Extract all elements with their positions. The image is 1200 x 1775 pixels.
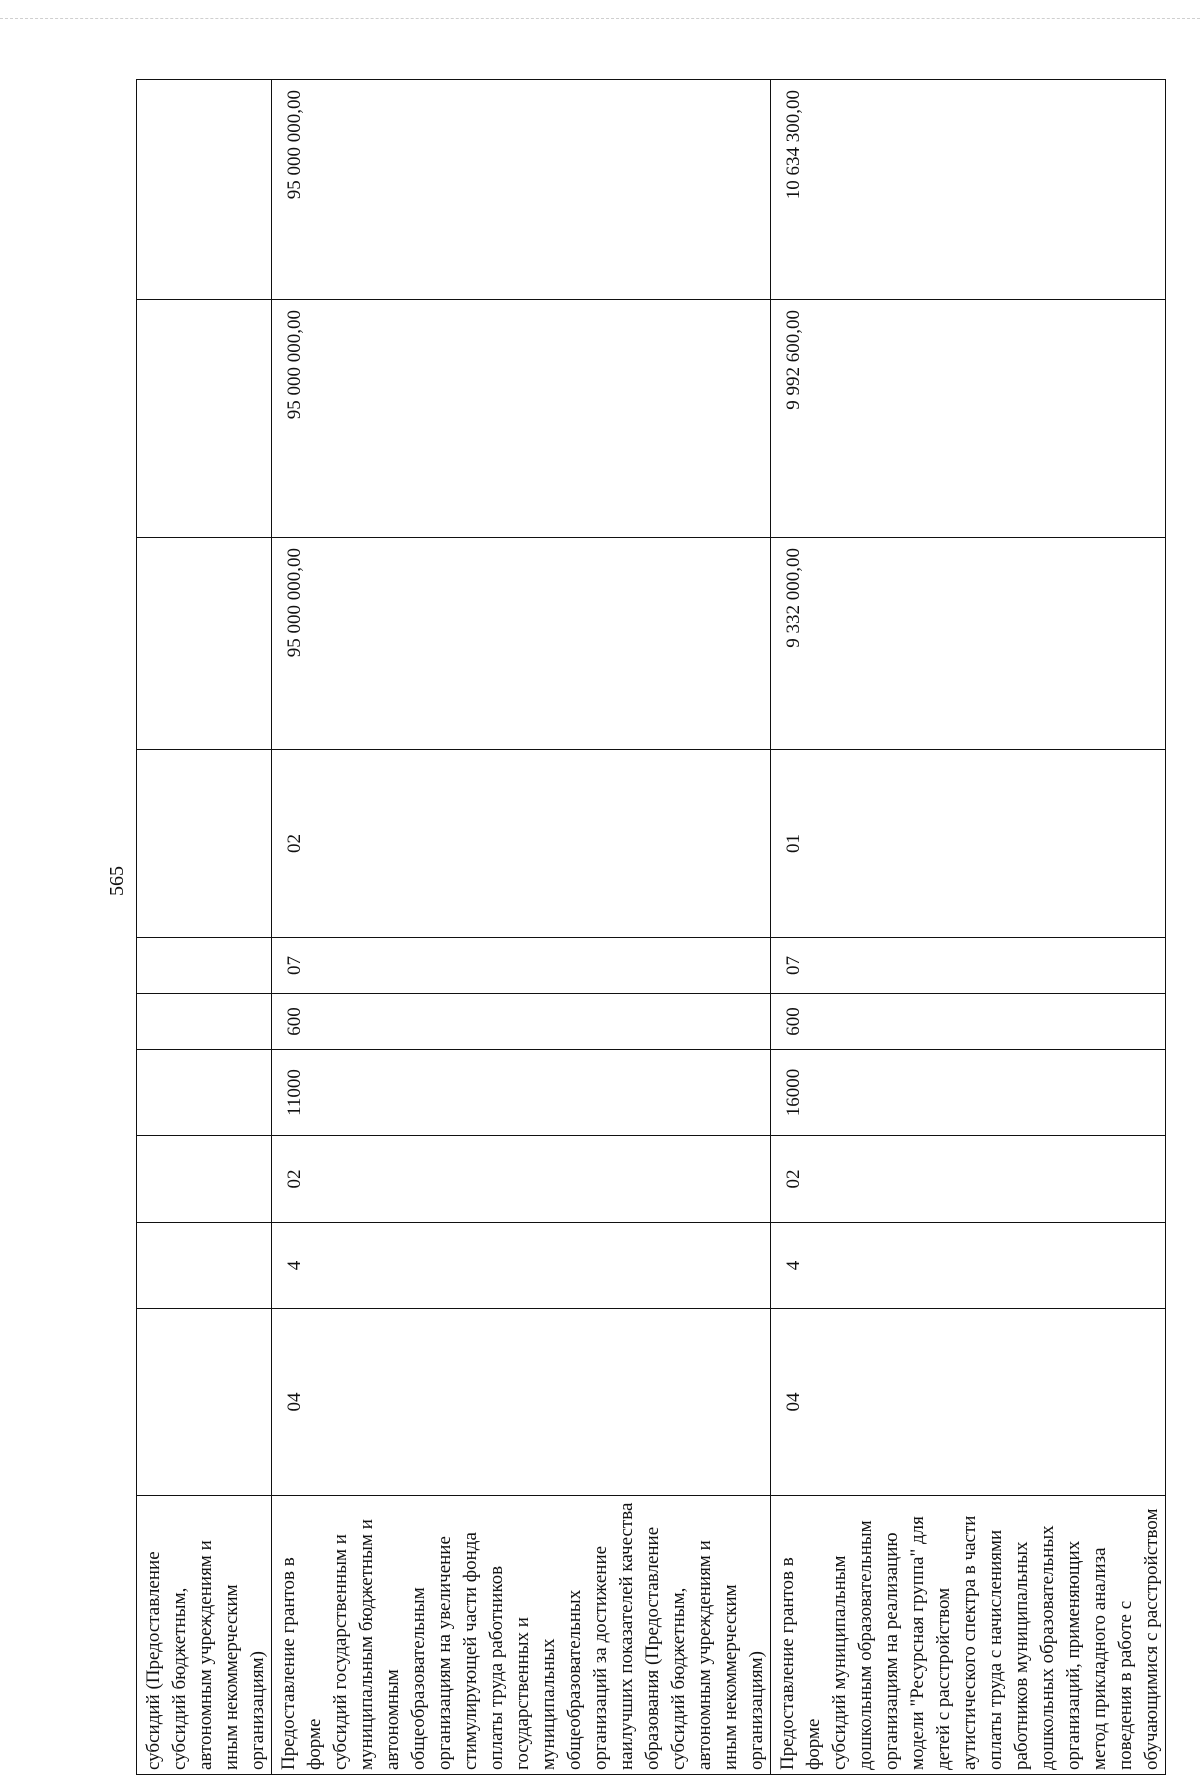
code-cell — [137, 1223, 272, 1309]
budget-table-rotated — [136, 80, 1162, 1775]
amount-cell: 95 000 000,00 — [272, 80, 771, 300]
budget-table — [136, 79, 1166, 1775]
code-cell: 11000 — [272, 1050, 771, 1136]
amount-cell — [137, 300, 272, 538]
amount-cell: 9 332 000,00 — [771, 538, 1166, 750]
row-description: субсидий (Предоставление субсидий бюджетным, автономным учреждениям и иным некоммерческим организациям) — [137, 1496, 272, 1775]
code-cell — [137, 1309, 272, 1496]
scan-edge-line — [0, 18, 1200, 19]
code-cell: 4 — [272, 1223, 771, 1309]
code-cell — [137, 1136, 272, 1223]
code-cell: 04 — [771, 1309, 1166, 1496]
page-number: 565 — [106, 866, 128, 896]
code-cell — [137, 750, 272, 938]
row-description: Предоставление грантов в форме субсидий государственным и муниципальным бюджетным и автономным общеобразовательным организациям на увеличение стимулирующей части фонда оплаты труда работников государственных и муниципальных общеобразовательных организаций за достижение наилучших показателей качества образования (Предоставление субсидий бюджетным, автономным учреждениям и иным некоммерческим организациям) — [272, 1496, 771, 1775]
table-row — [272, 80, 771, 1775]
code-cell: 04 — [272, 1309, 771, 1496]
code-cell — [137, 1050, 272, 1136]
amount-cell: 10 634 300,00 — [771, 80, 1166, 300]
code-cell — [137, 938, 272, 994]
amount-cell: 95 000 000,00 — [272, 300, 771, 538]
code-cell: 600 — [771, 994, 1166, 1050]
code-cell: 01 — [771, 750, 1166, 938]
table-row — [771, 80, 1166, 1775]
row-description: Предоставление грантов в форме субсидий муниципальным дошкольным образовательным организациям на реализацию модели "Ресурсная группа" для детей с расстройством аутистического спектра в части оплаты труда с начислениями работников муниципальных дошкольных образовательных организаций, применяющих метод прикладного анализа поведения в работе с обучающимися с расстройством — [771, 1496, 1166, 1775]
code-cell: 600 — [272, 994, 771, 1050]
table-row — [137, 80, 272, 1775]
code-cell: 02 — [272, 1136, 771, 1223]
code-cell: 4 — [771, 1223, 1166, 1309]
code-cell: 02 — [272, 750, 771, 938]
code-cell — [137, 994, 272, 1050]
amount-cell — [137, 538, 272, 750]
amount-cell: 9 992 600,00 — [771, 300, 1166, 538]
amount-cell: 95 000 000,00 — [272, 538, 771, 750]
code-cell: 07 — [272, 938, 771, 994]
code-cell: 07 — [771, 938, 1166, 994]
code-cell: 02 — [771, 1136, 1166, 1223]
code-cell: 16000 — [771, 1050, 1166, 1136]
amount-cell — [137, 80, 272, 300]
